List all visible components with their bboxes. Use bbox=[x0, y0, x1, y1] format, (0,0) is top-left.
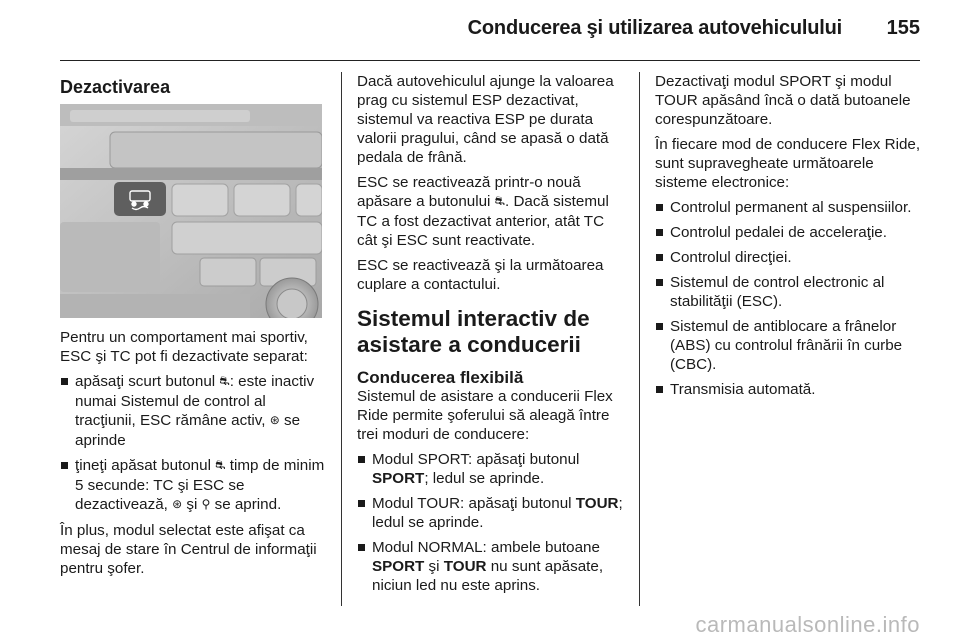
list-item: Controlul direcţiei. bbox=[655, 248, 923, 267]
list-item: Sistemul de control electronic al stabilităţii (ESC). bbox=[655, 273, 923, 311]
column-2 bbox=[357, 72, 627, 601]
tc-warning-lamp-icon: ⊛ bbox=[172, 497, 183, 511]
list-item: Modul SPORT: apăsaţi butonul SPORT; ledul se aprinde. bbox=[357, 450, 627, 488]
list-item: apăsaţi scurt butonul ⛐: este inactiv numai Sistemul de control al tracţiunii, ESC rămâne activ, ⊛ se aprinde bbox=[60, 372, 326, 450]
section-title: Dezactivarea bbox=[60, 77, 171, 97]
paragraph: Dacă autovehiculul ajunge la valoarea prag cu sistemul ESP dezactivat, sistemul va reactiva ESP pe durata valorii pragului, când se apasă o dată pedala de frână. bbox=[357, 73, 614, 166]
header-rule bbox=[60, 60, 920, 61]
list-item: Modul TOUR: apăsaţi butonul TOUR; ledul se aprinde. bbox=[357, 494, 627, 532]
list-item: ţineţi apăsat butonul ⛐ timp de minim 5 secunde: TC şi ESC se dezactivează, ⊛ şi ⚲ se aprind. bbox=[60, 456, 326, 515]
column-1 bbox=[60, 72, 326, 584]
intro-paragraph: Pentru un comportament mai sportiv, ESC şi TC pot fi dezactivate separat: bbox=[60, 329, 308, 365]
traction-off-icon: ⛐ bbox=[494, 194, 505, 208]
list-item: Controlul pedalei de acceleraţie. bbox=[655, 223, 923, 242]
traction-off-icon: ⛐ bbox=[215, 458, 226, 472]
tc-warning-lamp-icon: ⊛ bbox=[269, 413, 280, 427]
column-divider bbox=[639, 72, 640, 606]
list-item: Sistemul de antiblocare a frânelor (ABS) cu controlul frânării în curbe (CBC). bbox=[655, 317, 923, 374]
dashboard-button-photo bbox=[60, 104, 322, 318]
page-header bbox=[0, 0, 960, 60]
paragraph: Dezactivaţi modul SPORT şi modul TOUR apăsând încă o dată butoanele corespunzătoare. bbox=[655, 73, 911, 128]
paragraph: ESC se reactivează şi la următoarea cuplare a contactului. bbox=[357, 257, 604, 293]
traction-off-icon: ⛐ bbox=[219, 374, 230, 388]
list-item: Transmisia automată. bbox=[655, 380, 923, 399]
deactivation-list bbox=[60, 372, 326, 515]
esc-warning-lamp-icon: ⚲ bbox=[201, 497, 211, 511]
page-number: 155 bbox=[886, 17, 920, 39]
paragraph: ESC se reactivează printr-o nouă apăsare a butonului ⛐. Dacă sistemul TC a fost dezactivat anterior, atât TC cât şi ESC sunt reactivate. bbox=[357, 174, 609, 249]
monitored-systems-list bbox=[655, 198, 923, 399]
subsection-heading: Conducerea flexibilă bbox=[357, 368, 524, 387]
mode-list bbox=[357, 450, 627, 595]
paragraph: În fiecare mod de conducere Flex Ride, sunt supravegheate următoarele sisteme electronice: bbox=[655, 136, 921, 191]
list-item: Controlul permanent al suspensiilor. bbox=[655, 198, 923, 217]
outro-paragraph: În plus, modul selectat este afişat ca mesaj de stare în Centrul de informaţii pentru şofer. bbox=[60, 522, 317, 577]
list-item: Modul NORMAL: ambele butoane SPORT şi TOUR nu sunt apăsate, niciun led nu este aprins. bbox=[357, 538, 627, 595]
column-3 bbox=[655, 72, 923, 405]
column-divider bbox=[341, 72, 342, 606]
paragraph: Sistemul de asistare a conducerii Flex Ride permite şoferului să aleagă între trei moduri de conducere: bbox=[357, 388, 613, 443]
section-heading: Sistemul interactiv de asistare a conducerii bbox=[357, 306, 590, 357]
running-title: Conducerea şi utilizarea autovehiculului bbox=[467, 17, 842, 39]
watermark: carmanualsonline.info bbox=[695, 612, 920, 637]
